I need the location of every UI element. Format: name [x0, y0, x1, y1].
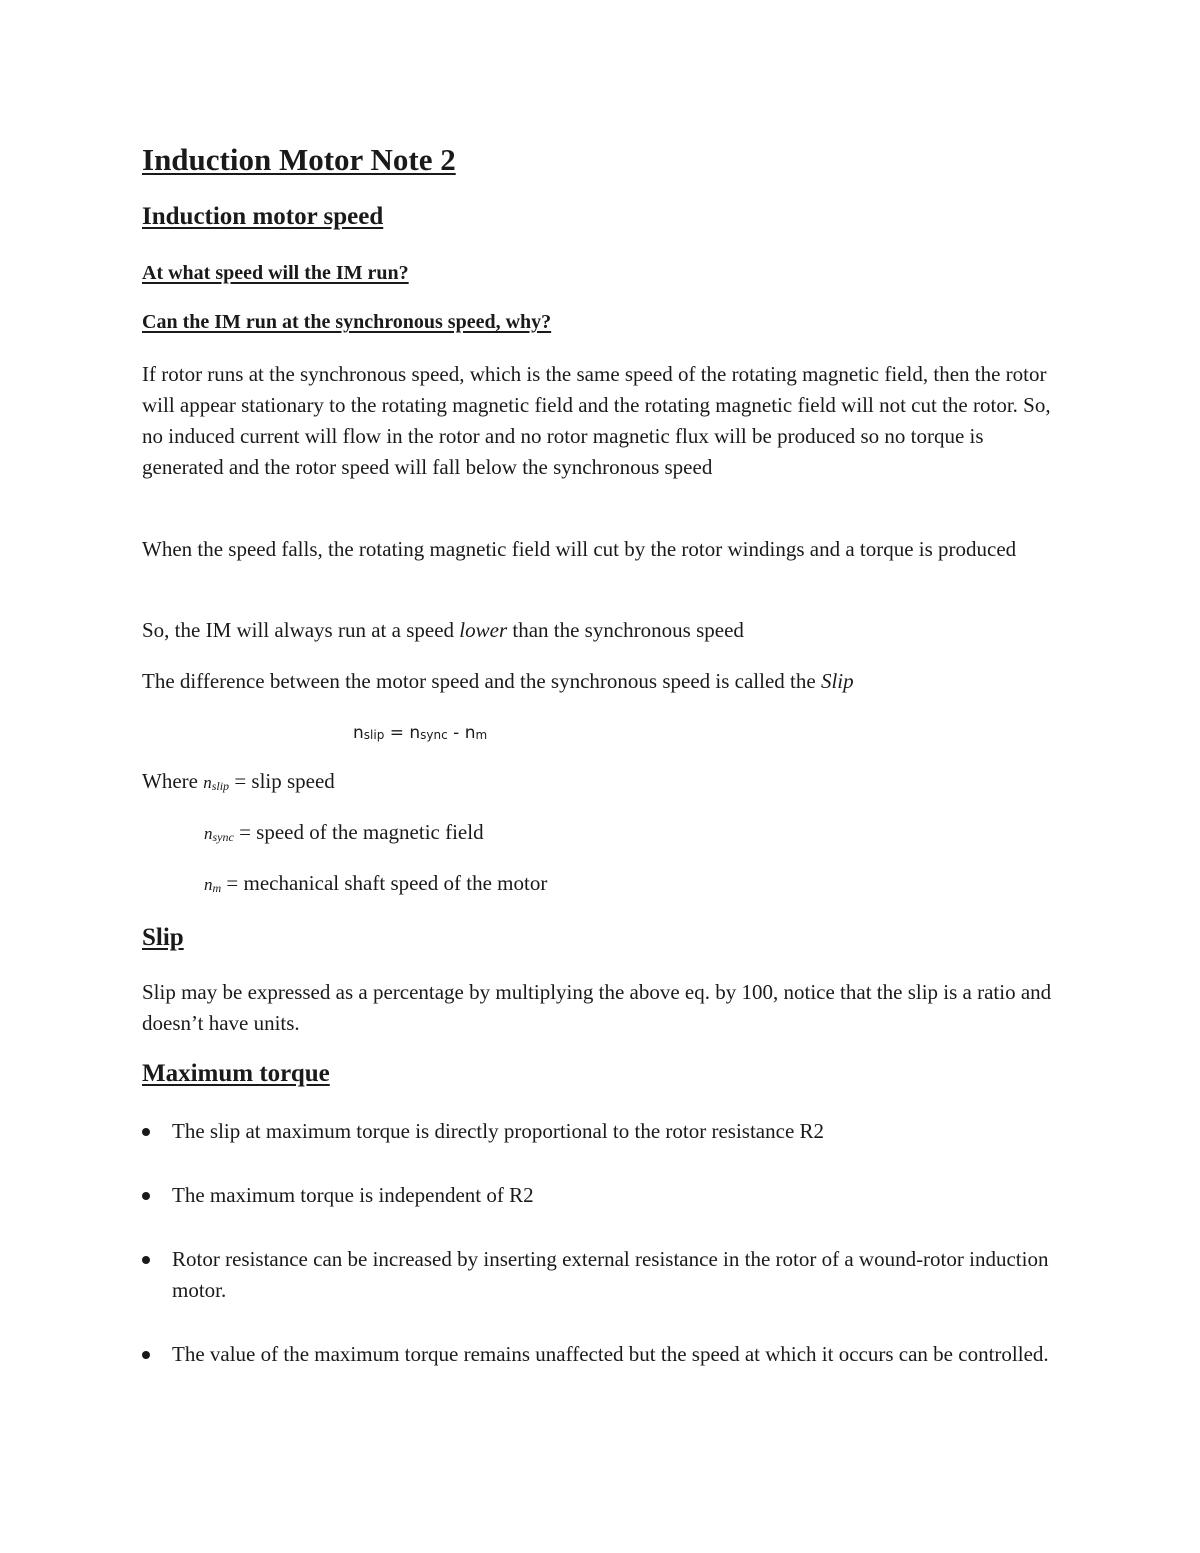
definition-shaft-speed [204, 871, 547, 896]
question-synchronous-speed: Can the IM run at the synchronous speed, why? [142, 311, 552, 333]
heading-slip: Slip [142, 924, 184, 951]
eq-minus: - [447, 723, 465, 743]
paragraph-speed-falls: When the speed falls, the rotating magnetic field will cut by the rotor windings and a torque is produced [142, 537, 1017, 561]
list-item [172, 1116, 1062, 1147]
para4-emphasis: Slip [820, 669, 854, 693]
question-what-speed: At what speed will the IM run? [142, 262, 409, 284]
bullet-icon [142, 1256, 150, 1264]
definition-slip-speed [142, 769, 335, 794]
definition-sync-speed [204, 820, 484, 845]
paragraph-rotor-synchronous: If rotor runs at the synchronous speed, which is the same speed of the rotating magnetic field, then the rotor will appear stationary to the rotating magnetic field and the rotating magnetic field will not cut the rotor. So, no induced current will flow in the rotor and no rotor magnetic flux will be produced so no torque is generated and the rotor speed will fall below the synchronous speed [142, 362, 1051, 479]
def-symbol: n [204, 875, 213, 894]
bullet-icon [142, 1192, 150, 1200]
def-text: = mechanical shaft speed of the motor [221, 871, 548, 895]
def-symbol: n [203, 773, 212, 792]
heading-maximum-torque: Maximum torque [142, 1060, 330, 1087]
list-item [172, 1180, 1062, 1211]
def-symbol-sub: m [212, 881, 222, 895]
para4-pre: The difference between the motor speed and the synchronous speed is called the [142, 669, 821, 693]
para3-pre: So, the IM will always run at a speed [142, 618, 460, 642]
list-item-text: The maximum torque is independent of R2 [172, 1183, 534, 1207]
slip-equation [353, 723, 487, 743]
list-item-text: The slip at maximum torque is directly proportional to the rotor resistance R2 [172, 1119, 825, 1143]
bullet-icon [142, 1128, 150, 1136]
heading-induction-motor-speed: Induction motor speed [142, 203, 384, 230]
list-item [172, 1244, 1062, 1306]
para3-post: than the synchronous speed [507, 618, 744, 642]
def-symbol-sub: sync [212, 830, 234, 844]
eq-term1: n [409, 723, 421, 743]
list-item-text: Rotor resistance can be increased by inserting external resistance in the rotor of a wound-rotor induction motor. [172, 1247, 1049, 1302]
list-item [172, 1339, 1062, 1370]
page-title: Induction Motor Note 2 [142, 142, 456, 177]
list-item-text: The value of the maximum torque remains unaffected but the speed at which it occurs can be controlled. [172, 1342, 1049, 1366]
where-label: Where [142, 769, 204, 793]
paragraph-always-lower [142, 615, 1057, 646]
eq-lhs: n [353, 723, 364, 743]
def-symbol: n [204, 824, 213, 843]
eq-term2-sub: m [475, 728, 488, 742]
bullet-icon [142, 1351, 150, 1359]
def-text: = speed of the magnetic field [233, 820, 484, 844]
paragraph-slip-definition [142, 666, 1057, 697]
paragraph-slip-percentage: Slip may be expressed as a percentage by multiplying the above eq. by 100, notice that the slip is a ratio and doesn’t have units. [142, 980, 1052, 1035]
eq-term1-sub: sync [420, 728, 448, 742]
eq-term2: n [464, 723, 476, 743]
eq-lhs-sub: slip [363, 728, 385, 742]
para3-emphasis: lower [459, 618, 508, 642]
def-symbol-sub: slip [211, 779, 230, 793]
eq-equals: = [384, 723, 410, 743]
def-text: = slip speed [229, 769, 335, 793]
